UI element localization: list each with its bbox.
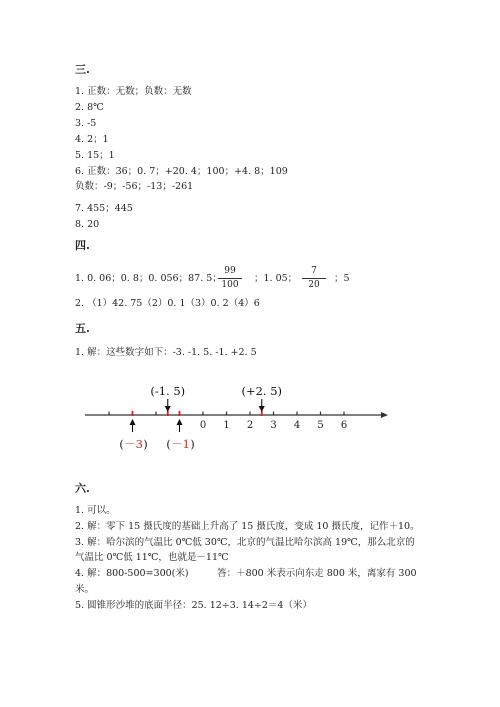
fraction-7-20 — [302, 266, 326, 291]
tick-label: 0 — [199, 420, 207, 431]
tick-label: 4 — [293, 420, 301, 431]
section-3-line-2: 2. 8℃ — [75, 102, 104, 113]
point-label: －3 — [124, 437, 143, 451]
section-6-heading: 六. — [75, 482, 90, 495]
point-label: (-1. 5) — [150, 384, 186, 398]
tick-label: 3 — [270, 420, 277, 431]
fraction-99-100 — [218, 266, 242, 291]
section-3-line-1: 1. 正数：无数；负数：无数 — [75, 86, 192, 97]
section-4-heading: 四. — [75, 239, 90, 252]
point-label: －1 — [171, 437, 190, 451]
section-6-line-5: 4. 解：800-500=300(米) 答：＋800 米表示向东走 800 米，离家有 300 — [75, 568, 417, 579]
label-paren-left: ( — [119, 438, 124, 451]
section-3-line-5: 5. 15；1 — [75, 150, 115, 161]
number-line — [75, 375, 405, 465]
tick-label: 1 — [223, 420, 230, 431]
pointer-arrowhead-icon — [177, 419, 183, 425]
point-label: (+2. 5) — [241, 384, 283, 398]
section-6-line-7: 5. 圆锥形沙堆的底面半径：25. 12÷3. 14÷2＝4（米） — [75, 600, 312, 611]
section-3-line-7: 7. 455；445 — [75, 203, 133, 214]
pointer-arrowhead-icon — [130, 419, 136, 425]
label-paren-right: ) — [190, 438, 195, 451]
fraction-bar — [302, 278, 326, 279]
section-3-line-3: 3. -5 — [75, 118, 97, 129]
section-5-heading: 五. — [75, 322, 90, 335]
fraction-denominator: 20 — [308, 280, 320, 290]
pointer-arrowhead-icon — [165, 406, 171, 412]
section-3-heading: 三. — [75, 63, 90, 76]
section-4-line-1-start: 1. 0. 06；0. 8；0. 056；87. 5； — [75, 273, 222, 284]
label-paren-left: ( — [166, 438, 171, 451]
fraction-bar — [218, 278, 242, 279]
fraction-denominator: 100 — [221, 280, 239, 290]
fraction-numerator: 99 — [224, 266, 236, 276]
pointer-arrowhead-icon — [259, 406, 265, 412]
section-3-line-8: 8. 20 — [75, 219, 100, 230]
section-4-line-1-end: ；5 — [334, 273, 350, 284]
label-paren-right: ) — [143, 438, 148, 451]
section-3-line-6: 6. 正数：36；0. 7；+20. 4；100；+4. 8；109 — [75, 166, 288, 177]
section-6-line-4: 气温比 0℃低 11℃，也就是－11℃ — [75, 552, 229, 563]
section-5-line-1: 1. 解：这些数字如下：-3. -1. 5. -1. +2. 5 — [75, 347, 257, 358]
section-6-line-3: 3. 解：哈尔滨的气温比 0℃低 30℃，北京的气温比哈尔滨高 19℃，那么北京的 — [75, 537, 415, 548]
section-3-negatives: 负数：-9；-56；-13；-261 — [75, 181, 194, 192]
tick-label: 2 — [246, 420, 254, 431]
section-6-line-2: 2. 解：零下 15 摄氏度的基础上升高了 15 摄氏度，变成 10 摄氏度，记作＋10。 — [75, 521, 420, 532]
section-6-line-6: 米。 — [75, 584, 95, 595]
tick-label: 5 — [317, 420, 324, 431]
section-4-line-2: 2. （1）42. 75（2）0. 1（3）0. 2（4）6 — [75, 298, 260, 309]
axis-arrow-icon — [381, 412, 388, 418]
section-3-line-4: 4. 2；1 — [75, 134, 109, 145]
tick-label: 6 — [340, 420, 348, 431]
section-4-line-1-mid: ；1. 05； — [254, 273, 298, 284]
fraction-numerator: 7 — [311, 266, 317, 276]
section-6-line-1: 1. 可以。 — [75, 505, 116, 516]
